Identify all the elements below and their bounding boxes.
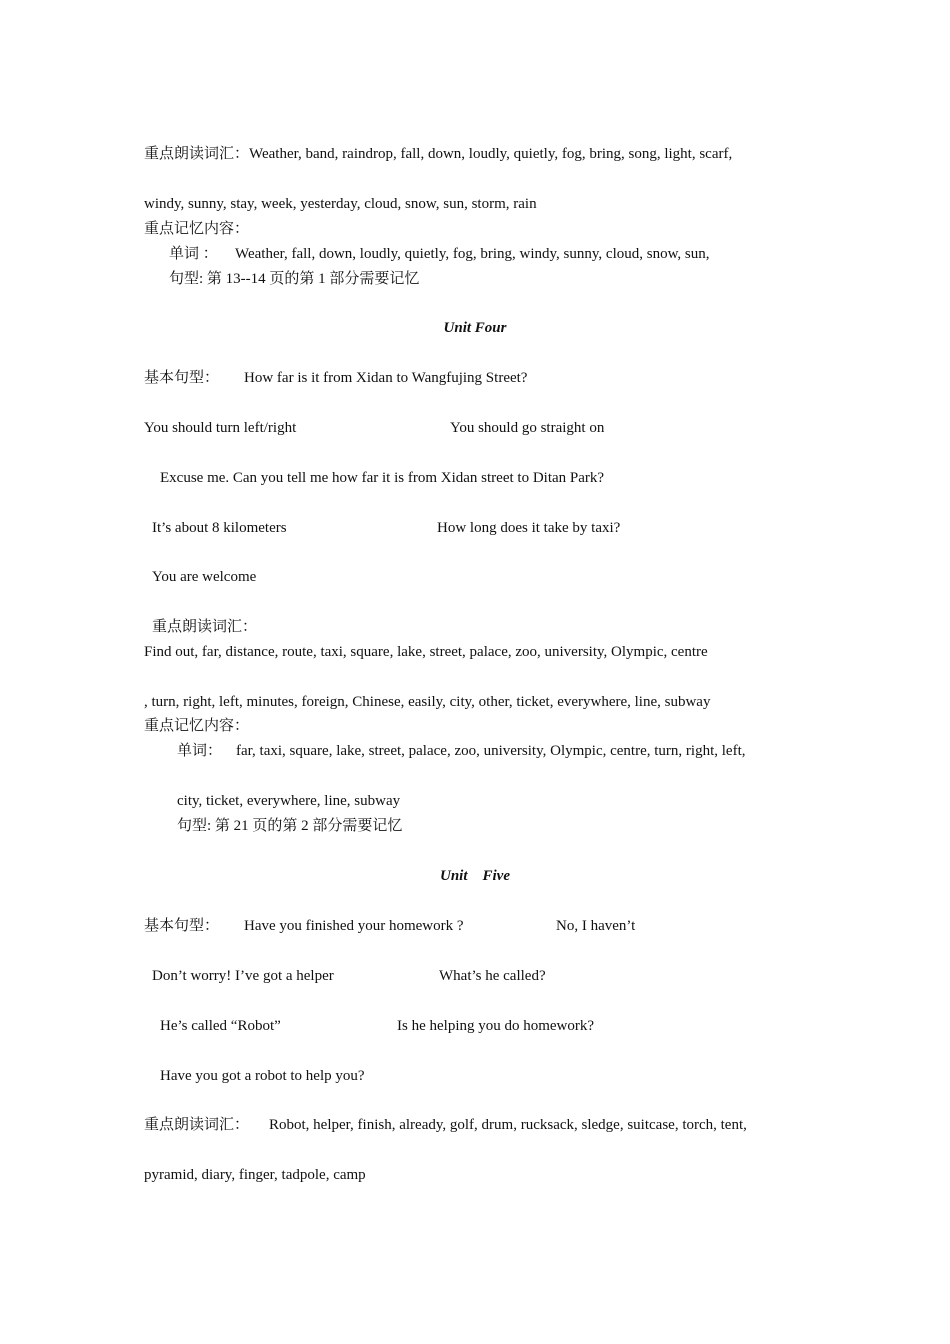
u4-words-label: 单词：: [177, 743, 223, 759]
u4-sentence-note: 句型: 第 21 页的第 2 部分需要记忆: [177, 818, 403, 834]
u4-sentence-7: You are welcome: [152, 569, 257, 585]
u4-sentence-5: It’s about 8 kilometers: [152, 520, 287, 536]
u4-reading-vocab-line1: Find out, far, distance, route, taxi, square, lake, street, palace, zoo, university, Olympic, centre: [144, 644, 708, 660]
unit4-title: Unit Four: [443, 320, 507, 336]
u4-basic-label: 基本句型：: [144, 370, 220, 386]
u3-reading-vocab-label: 重点朗读词汇：: [144, 146, 250, 162]
u5-sentence-3: Don’t worry! I’ve got a helper: [152, 968, 334, 984]
u3-memory-label: 重点记忆内容：: [144, 221, 250, 237]
u5-basic-label: 基本句型：: [144, 918, 220, 934]
u4-sentence-6: How long does it take by taxi?: [437, 520, 621, 536]
u3-words-line: [169, 244, 710, 264]
u5-sentence-4: What’s he called?: [439, 968, 546, 984]
u3-sentence-note: 句型: 第 13--14 页的第 1 部分需要记忆: [169, 271, 420, 287]
u4-reading-vocab-label: 重点朗读词汇：: [152, 619, 258, 635]
u5-sentence-1: Have you finished your homework ?: [244, 918, 464, 934]
u5-sentence-5: He’s called “Robot”: [160, 1018, 281, 1034]
u5-sentence-6: Is he helping you do homework?: [397, 1018, 595, 1034]
u4-reading-vocab-line2: , turn, right, left, minutes, foreign, Chinese, easily, city, other, ticket, everywhere, line, subway: [144, 694, 711, 710]
u5-reading-vocab-line1: [144, 1115, 747, 1135]
u3-words-label: 单词 ：: [169, 246, 218, 262]
u4-words: far, taxi, square, lake, street, palace, zoo, university, Olympic, centre, turn, right, left,: [236, 743, 746, 759]
u3-words: Weather, fall, down, loudly, quietly, fog, bring, windy, sunny, cloud, snow, sun,: [235, 246, 710, 262]
u4-sentence-3: You should go straight on: [450, 420, 605, 436]
u5-reading-vocab-line2: pyramid, diary, finger, tadpole, camp: [144, 1167, 366, 1183]
u5-sentence-7: Have you got a robot to help you?: [160, 1068, 365, 1084]
u4-memory-label: 重点记忆内容：: [144, 718, 250, 734]
unit5-title: Unit Five: [440, 868, 510, 884]
u4-words-line2: city, ticket, everywhere, line, subway: [177, 793, 401, 809]
u4-sentence-1: How far is it from Xidan to Wangfujing Street?: [244, 370, 528, 386]
u5-reading-vocab-label: 重点朗读词汇：: [144, 1117, 250, 1133]
u3-reading-vocab-line2: windy, sunny, stay, week, yesterday, cloud, snow, sun, storm, rain: [144, 196, 537, 212]
u5-reading-vocab-words: Robot, helper, finish, already, golf, drum, rucksack, sledge, suitcase, torch, tent,: [269, 1117, 747, 1133]
u4-sentence-4: Excuse me. Can you tell me how far it is from Xidan street to Ditan Park?: [160, 470, 605, 486]
u4-words-line1: [177, 741, 746, 761]
u4-basic-sentence-line: [144, 368, 219, 388]
u5-sentence-2: No, I haven’t: [556, 918, 636, 934]
u3-reading-vocab-words: Weather, band, raindrop, fall, down, loudly, quietly, fog, bring, song, light, scarf,: [249, 146, 733, 162]
u4-sentence-2: You should turn left/right: [144, 420, 297, 436]
u3-reading-vocab-line1: [144, 144, 732, 164]
